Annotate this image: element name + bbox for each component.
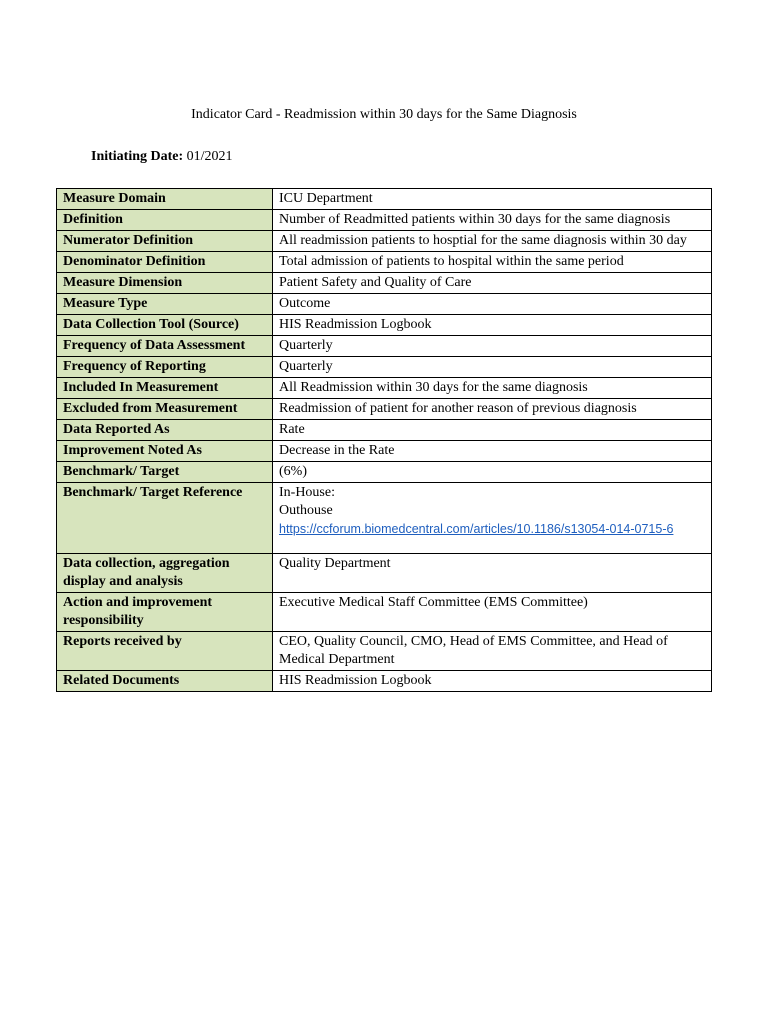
row-value: Executive Medical Staff Committee (EMS Committee) [273,593,712,632]
table-row [57,189,712,210]
table-row [57,671,712,692]
initiating-date-label: Initiating Date: [91,149,184,164]
row-key: Numerator Definition [57,231,273,252]
row-value: Readmission of patient for another reason of previous diagnosis [273,399,712,420]
row-key: Included In Measurement [57,378,273,399]
reference-link[interactable]: https://ccforum.biomedcentral.com/articles/10.1186/s13054-014-0715-6 [279,522,674,536]
table-row [57,632,712,671]
table-row [57,399,712,420]
table-row [57,420,712,441]
row-value: (6%) [273,462,712,483]
row-value: Quarterly [273,357,712,378]
row-value: HIS Readmission Logbook [273,315,712,336]
table-row [57,378,712,399]
row-key: Measure Type [57,294,273,315]
page-title: Indicator Card - Readmission within 30 days for the Same Diagnosis [191,107,577,122]
table-row [57,336,712,357]
row-value: Outcome [273,294,712,315]
row-value: Total admission of patients to hospital within the same period [273,252,712,273]
row-key: Measure Domain [57,189,273,210]
table-row [57,462,712,483]
row-key: Measure Dimension [57,273,273,294]
table-row [57,252,712,273]
table-row [57,554,712,593]
table-row [57,294,712,315]
row-value: Quality Department [273,554,712,593]
table-row [57,231,712,252]
row-key: Denominator Definition [57,252,273,273]
row-key: Definition [57,210,273,231]
row-value: All Readmission within 30 days for the same diagnosis [273,378,712,399]
row-value: Decrease in the Rate [273,441,712,462]
row-key: Frequency of Data Assessment [57,336,273,357]
row-value: CEO, Quality Council, CMO, Head of EMS Committee, and Head of Medical Department [273,632,712,671]
row-key: Data Collection Tool (Source) [57,315,273,336]
row-value: HIS Readmission Logbook [273,671,712,692]
row-key: Data Reported As [57,420,273,441]
reference-value [273,483,712,554]
row-value: Number of Readmitted patients within 30 days for the same diagnosis [273,210,712,231]
table-row [57,357,712,378]
row-key: Benchmark/ Target [57,462,273,483]
row-key: Action and improvement responsibility [57,593,273,632]
row-value: Patient Safety and Quality of Care [273,273,712,294]
row-key: Related Documents [57,671,273,692]
table-row [57,273,712,294]
row-value: Rate [273,420,712,441]
row-key: Excluded from Measurement [57,399,273,420]
table-row [57,441,712,462]
outhouse-label: Outhouse [279,503,333,518]
initiating-date-value: 01/2021 [186,149,233,164]
initiating-date [91,148,233,166]
indicator-table [56,188,712,692]
table-row [57,593,712,632]
row-key: Benchmark/ Target Reference [57,483,273,554]
row-key: Data collection, aggregation display and analysis [57,554,273,593]
table-row-reference [57,483,712,554]
row-value: ICU Department [273,189,712,210]
row-key: Reports received by [57,632,273,671]
row-key: Frequency of Reporting [57,357,273,378]
row-key: Improvement Noted As [57,441,273,462]
inhouse-label: In-House: [279,485,335,500]
row-value: All readmission patients to hosptial for the same diagnosis within 30 day [273,231,712,252]
table-row [57,315,712,336]
table-row [57,210,712,231]
row-value: Quarterly [273,336,712,357]
